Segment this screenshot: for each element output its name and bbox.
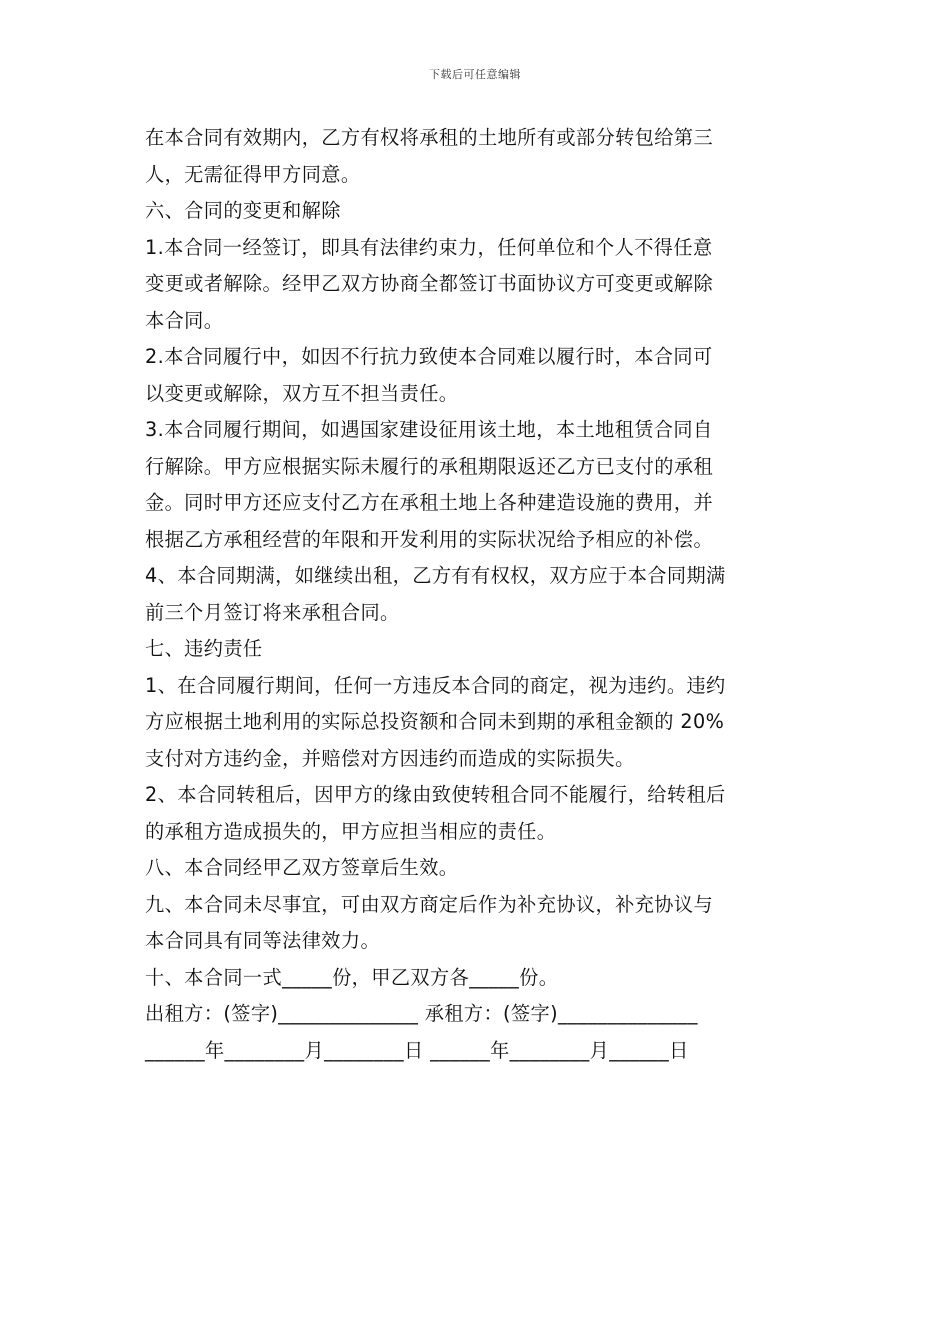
body-line: 1.本合同一经签订，即具有法律约束力，任何单位和个人不得任意 [145,235,713,259]
body-line: 本合同。 [145,308,224,332]
section-heading: 八、本合同经甲乙双方签章后生效。 [145,856,459,879]
section-heading: 六、合同的变更和解除 [145,199,341,222]
body-line: 以变更或解除，双方互不担当责任。 [145,381,459,405]
body-line: 支付对方违约金，并赔偿对方因违约而造成的实际损失。 [145,746,635,770]
body-line: 九、本合同未尽事宜，可由双方商定后作为补充协议，补充协议与 [145,892,714,916]
body-line: 前三个月签订将来承租合同。 [145,600,400,624]
body-line: 本合同具有同等法律效力。 [145,929,381,952]
document-body [145,120,815,1069]
section-heading: 七、违约责任 [145,637,263,660]
body-line: 根据乙方承租经营的年限和开发利用的实际状况给予相应的补偿。 [145,527,714,551]
date-line: ______年________月________日 ______年________月______日 [145,1038,689,1062]
page-header: 下载后可任意编辑 [429,68,521,81]
body-line: 十、本合同一式_____份，甲乙双方各_____份。 [145,965,559,989]
body-line: 在本合同有效期内，乙方有权将承租的土地所有或部分转包给第三 [145,126,714,149]
body-line: 1、在合同履行期间，任何一方违反本合同的商定，视为违约。违约 [145,673,726,697]
body-line: 的承租方造成损失的，甲方应担当相应的责任。 [145,819,557,843]
body-line: 金。同时甲方还应支付乙方在承租土地上各种建造设施的费用，并 [145,491,714,514]
body-line: 4、本合同期满，如继续出租，乙方有有权权，双方应于本合同期满 [145,564,726,587]
body-line: 2.本合同履行中，如因不行抗力致使本合同难以履行时，本合同可 [145,345,713,368]
body-line: 方应根据土地利用的实际总投资额和合同未到期的承租金额的 20% [145,710,725,733]
signature-line: 出租方：(签字)______________ 承租方：(签字)______________ [145,1002,698,1025]
body-line: 人，无需征得甲方同意。 [145,162,361,186]
body-line: 3.本合同履行期间，如遇国家建设征用该土地，本土地租赁合同自 [145,418,713,441]
body-line: 2、本合同转租后，因甲方的缘由致使转租合同不能履行，给转租后 [145,783,726,806]
body-line: 行解除。甲方应根据实际未履行的承租期限返还乙方已支付的承租 [145,454,714,478]
body-line: 变更或者解除。经甲乙双方协商全都签订书面协议方可变更或解除 [145,272,714,295]
